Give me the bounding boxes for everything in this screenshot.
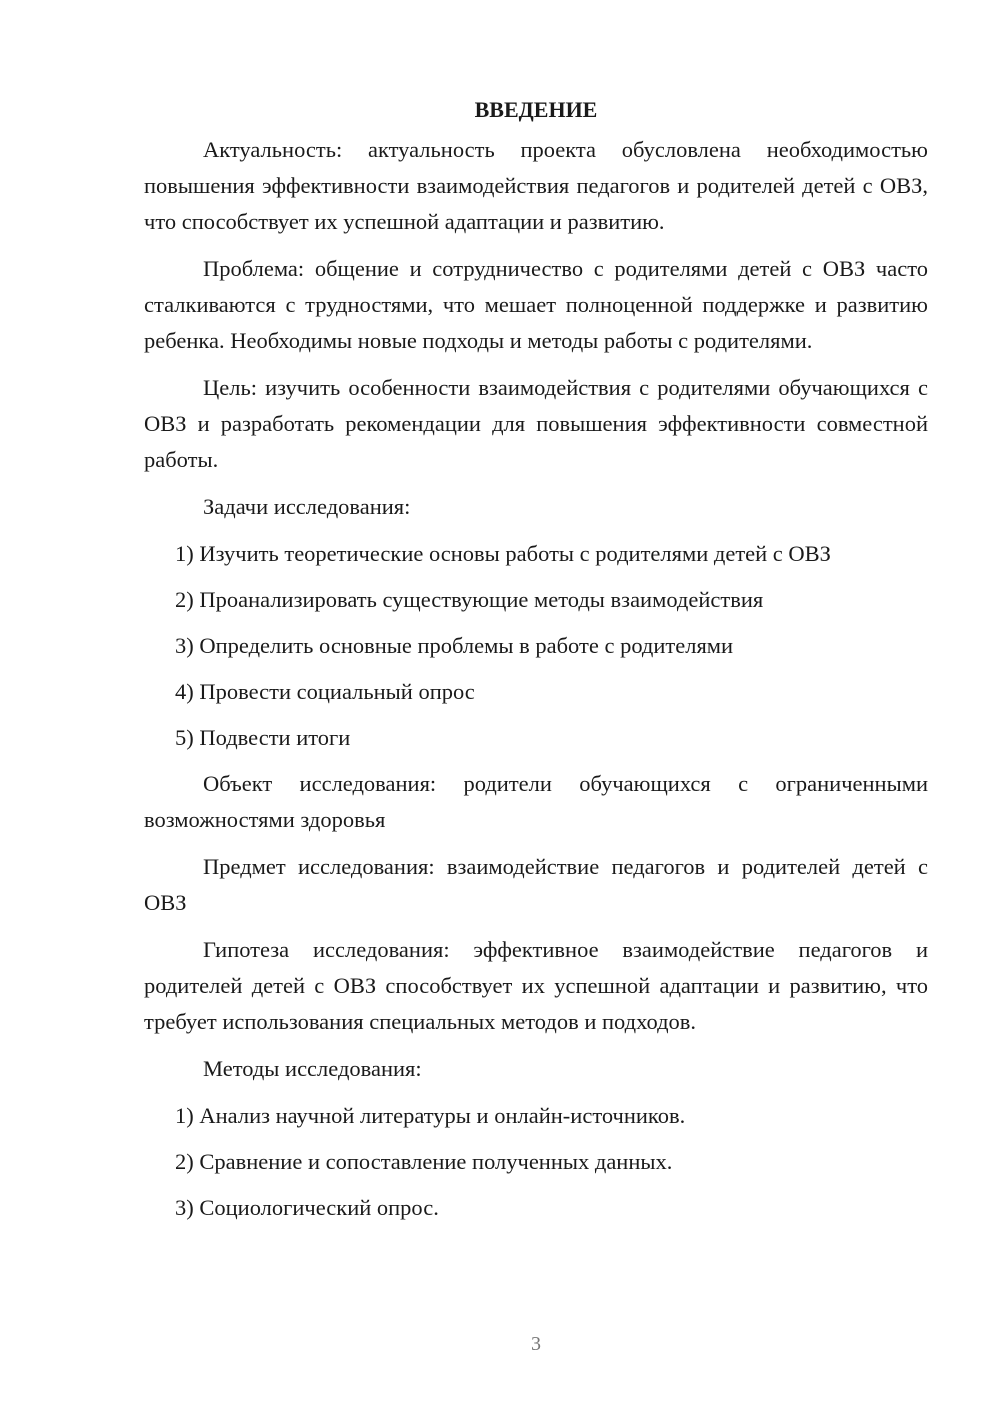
problem-paragraph: Проблема: общение и сотрудничество с родителями детей с ОВЗ часто сталкиваются с трудностями, что мешает полноценной поддержке и развитию ребенка. Необходимы новые подходы и методы работы с родителями. [144,256,928,353]
object-paragraph: Объект исследования: родители обучающихся с ограниченными возможностями здоровья [144,771,928,832]
page-title: ВВЕДЕНИЕ [474,97,598,122]
page-number: 3 [531,1333,541,1355]
hypothesis-paragraph: Гипотеза исследования: эффективное взаимодействие педагогов и родителей детей с ОВЗ способствует их успешной адаптации и развитию, что требует использования специальных методов и подходов. [144,937,928,1034]
task-item-3: 3) Определить основные проблемы в работе с родителями [175,633,734,658]
tasks-list [144,536,928,756]
method-item-3: 3) Социологический опрос. [175,1195,439,1220]
task-item-4: 4) Провести социальный опрос [175,679,475,704]
tasks-title: Задачи исследования: [203,494,411,519]
task-item-1: 1) Изучить теоретические основы работы с родителями детей с ОВЗ [175,541,831,566]
goal-paragraph: Цель: изучить особенности взаимодействия с родителями обучающихся с ОВЗ и разработать рекомендации для повышения эффективности совместной работы. [144,375,928,472]
task-item-5: 5) Подвести итоги [175,725,351,750]
page-content [144,92,928,1236]
method-item-1: 1) Анализ научной литературы и онлайн-источников. [175,1103,686,1128]
task-item-2: 2) Проанализировать существующие методы взаимодействия [175,587,764,612]
relevance-paragraph: Актуальность: актуальность проекта обусловлена необходимостью повышения эффективности взаимодействия педагогов и родителей детей с ОВЗ, что способствует их успешной адаптации и развитию. [144,137,928,234]
method-item-2: 2) Сравнение и сопоставление полученных данных. [175,1149,673,1174]
methods-title: Методы исследования: [203,1056,422,1081]
subject-paragraph: Предмет исследования: взаимодействие педагогов и родителей детей с ОВЗ [144,854,928,915]
methods-list [144,1098,928,1226]
